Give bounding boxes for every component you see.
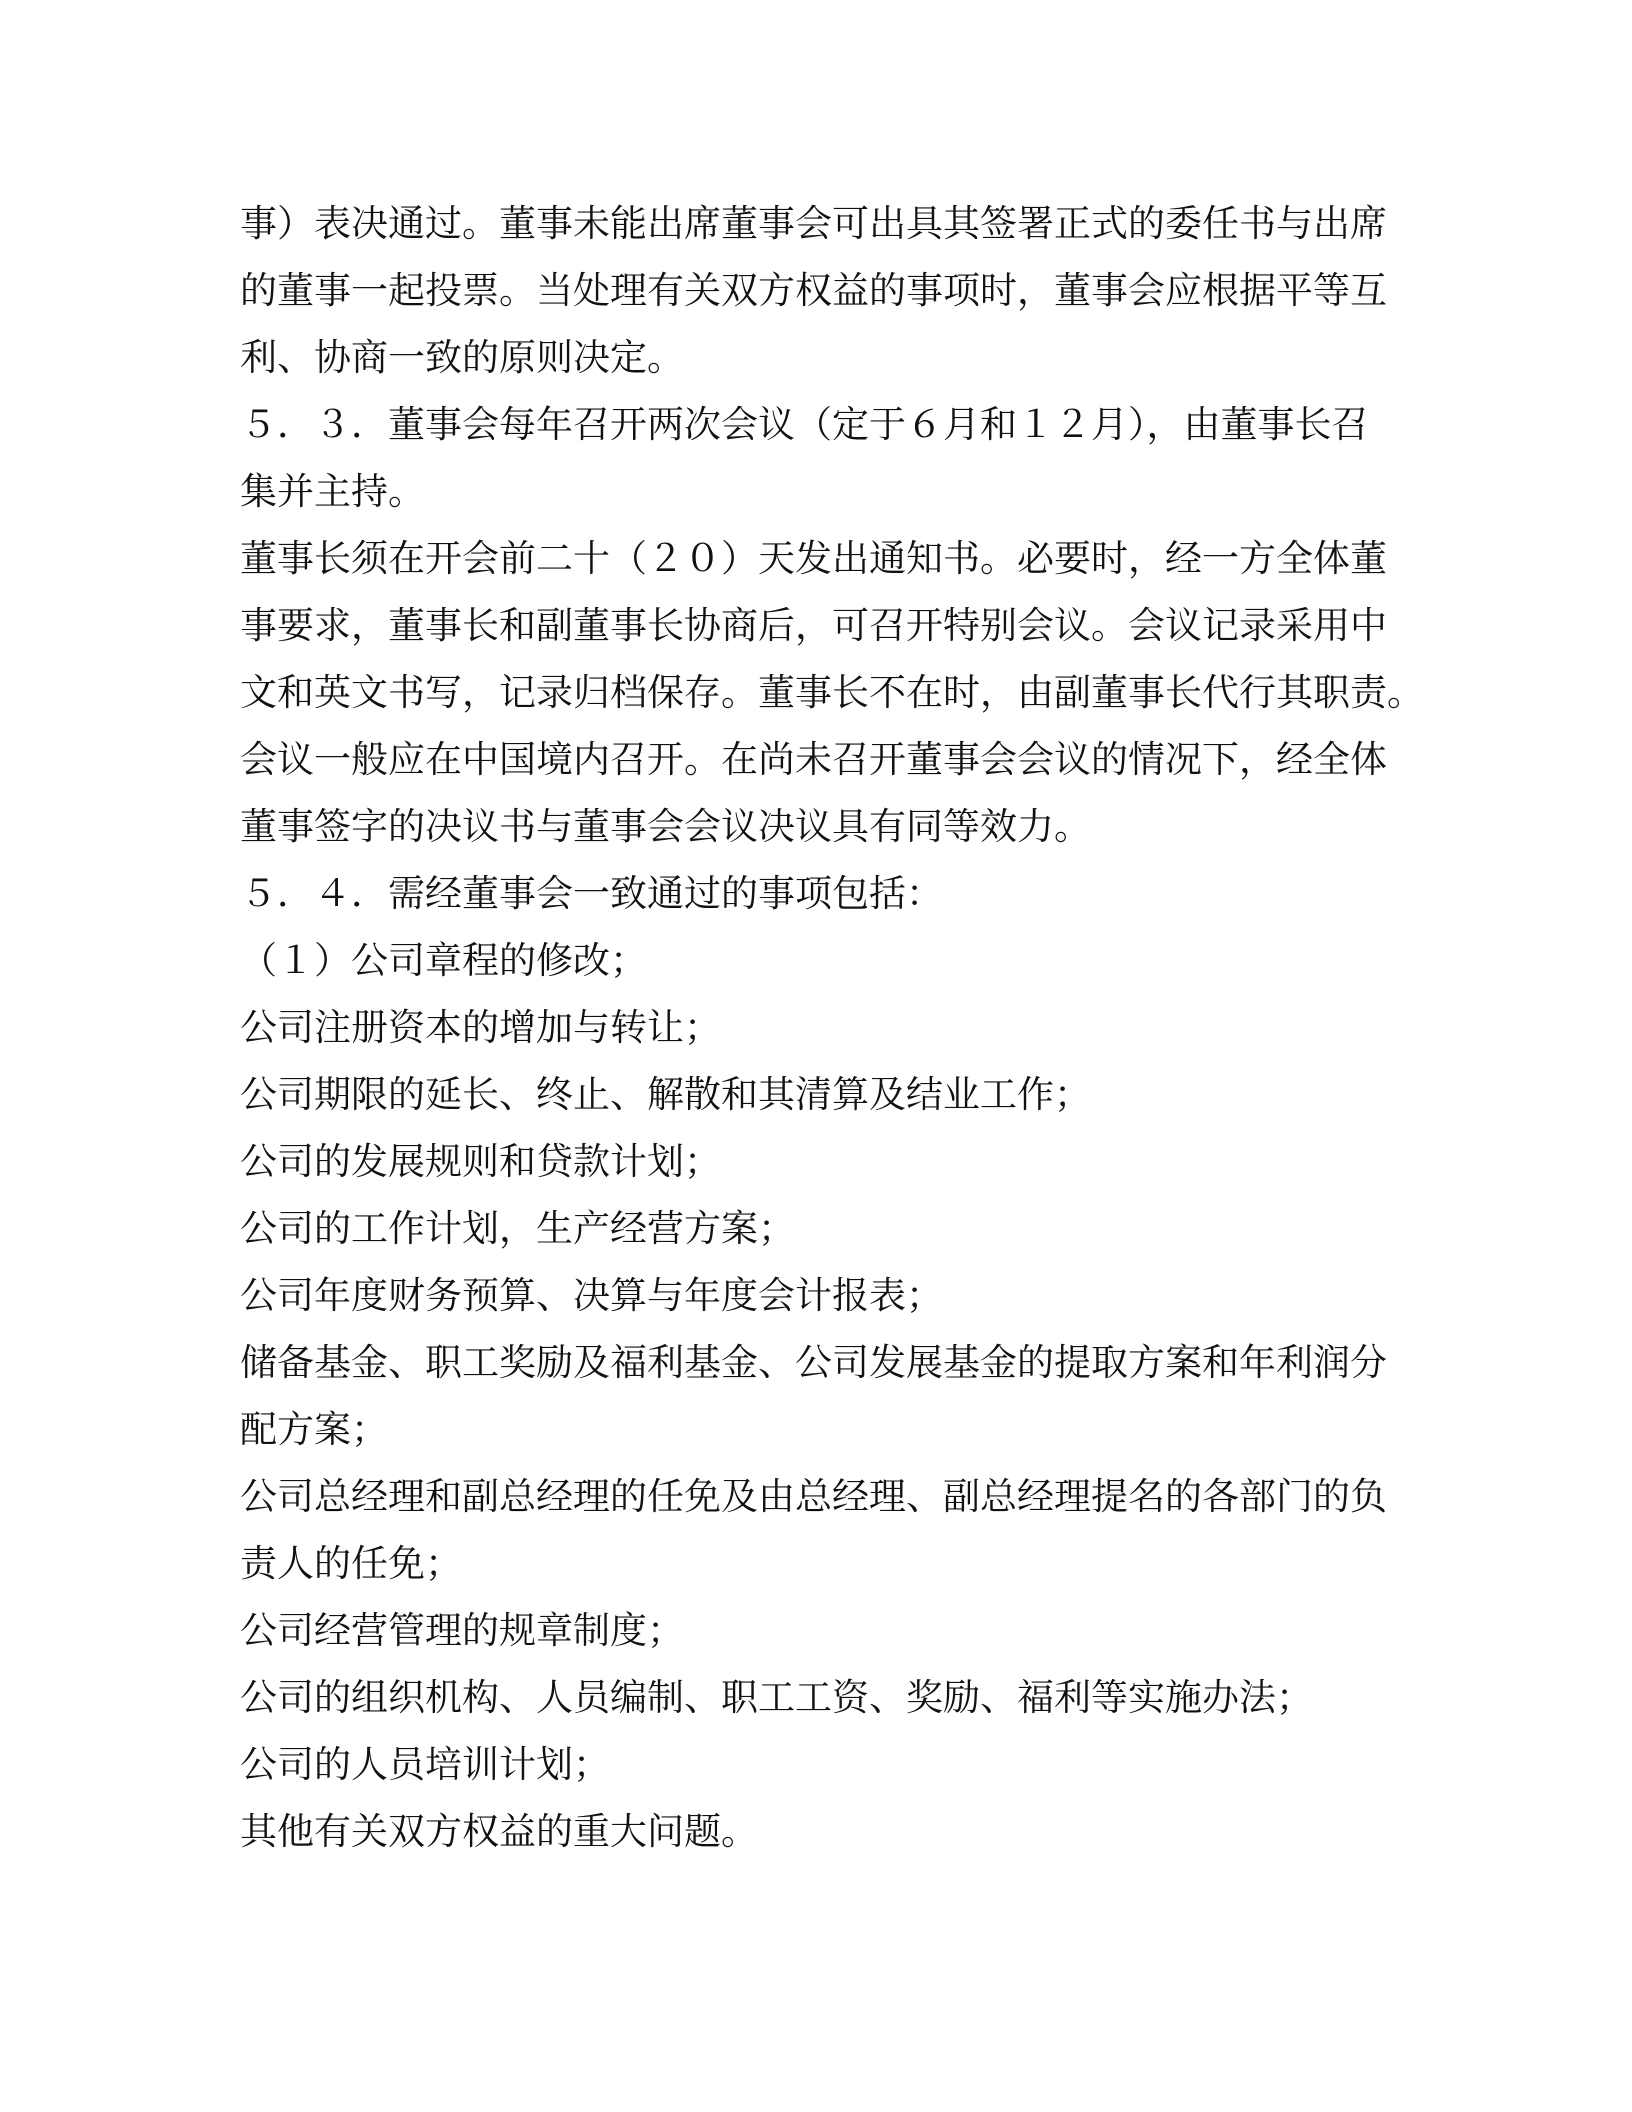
text-line: 的董事一起投票。当处理有关双方权益的事项时，董事会应根据平等互 <box>240 269 1387 312</box>
list-item: 公司期限的延长、终止、解散和其清算及结业工作； <box>240 1073 1091 1116</box>
text-line: 文和英文书写，记录归档保存。董事长不在时，由副董事长代行其职责。 <box>240 671 1424 714</box>
text-line: 事）表决通过。董事未能出席董事会可出具其签署正式的委任书与出席 <box>240 202 1387 245</box>
text-line: 会议一般应在中国境内召开。在尚未召开董事会会议的情况下，经全体 <box>240 738 1387 781</box>
list-item: 公司的发展规则和贷款计划； <box>240 1140 721 1183</box>
list-item: （１）公司章程的修改； <box>240 939 647 982</box>
list-item: 公司注册资本的增加与转让； <box>240 1006 721 1049</box>
list-item: 公司的人员培训计划； <box>240 1743 610 1786</box>
text-line: 集并主持。 <box>240 470 425 513</box>
list-item: 公司的工作计划，生产经营方案； <box>240 1207 795 1250</box>
section-5-4-heading: ５．４．需经董事会一致通过的事项包括： <box>240 872 943 915</box>
list-item: 公司年度财务预算、决算与年度会计报表； <box>240 1274 943 1317</box>
text-line: 利、协商一致的原则决定。 <box>240 336 684 379</box>
list-item: 储备基金、职工奖励及福利基金、公司发展基金的提取方案和年利润分 <box>240 1341 1387 1384</box>
body-text <box>240 190 1424 1865</box>
text-line: 董事长须在开会前二十（２０）天发出通知书。必要时，经一方全体董 <box>240 537 1387 580</box>
list-item: 公司总经理和副总经理的任免及由总经理、副总经理提名的各部门的负 <box>240 1475 1387 1518</box>
text-line: 董事签字的决议书与董事会会议决议具有同等效力。 <box>240 805 1091 848</box>
list-item: 公司的组织机构、人员编制、职工工资、奖励、福利等实施办法； <box>240 1676 1313 1719</box>
text-line: 事要求，董事长和副董事长协商后，可召开特别会议。会议记录采用中 <box>240 604 1387 647</box>
list-item-continuation: 责人的任免； <box>240 1542 462 1585</box>
list-item: 其他有关双方权益的重大问题。 <box>240 1810 758 1853</box>
section-5-3-heading: ５．３．董事会每年召开两次会议（定于６月和１２月），由董事长召 <box>240 403 1369 446</box>
list-item-continuation: 配方案； <box>240 1408 388 1451</box>
list-item: 公司经营管理的规章制度； <box>240 1609 684 1652</box>
